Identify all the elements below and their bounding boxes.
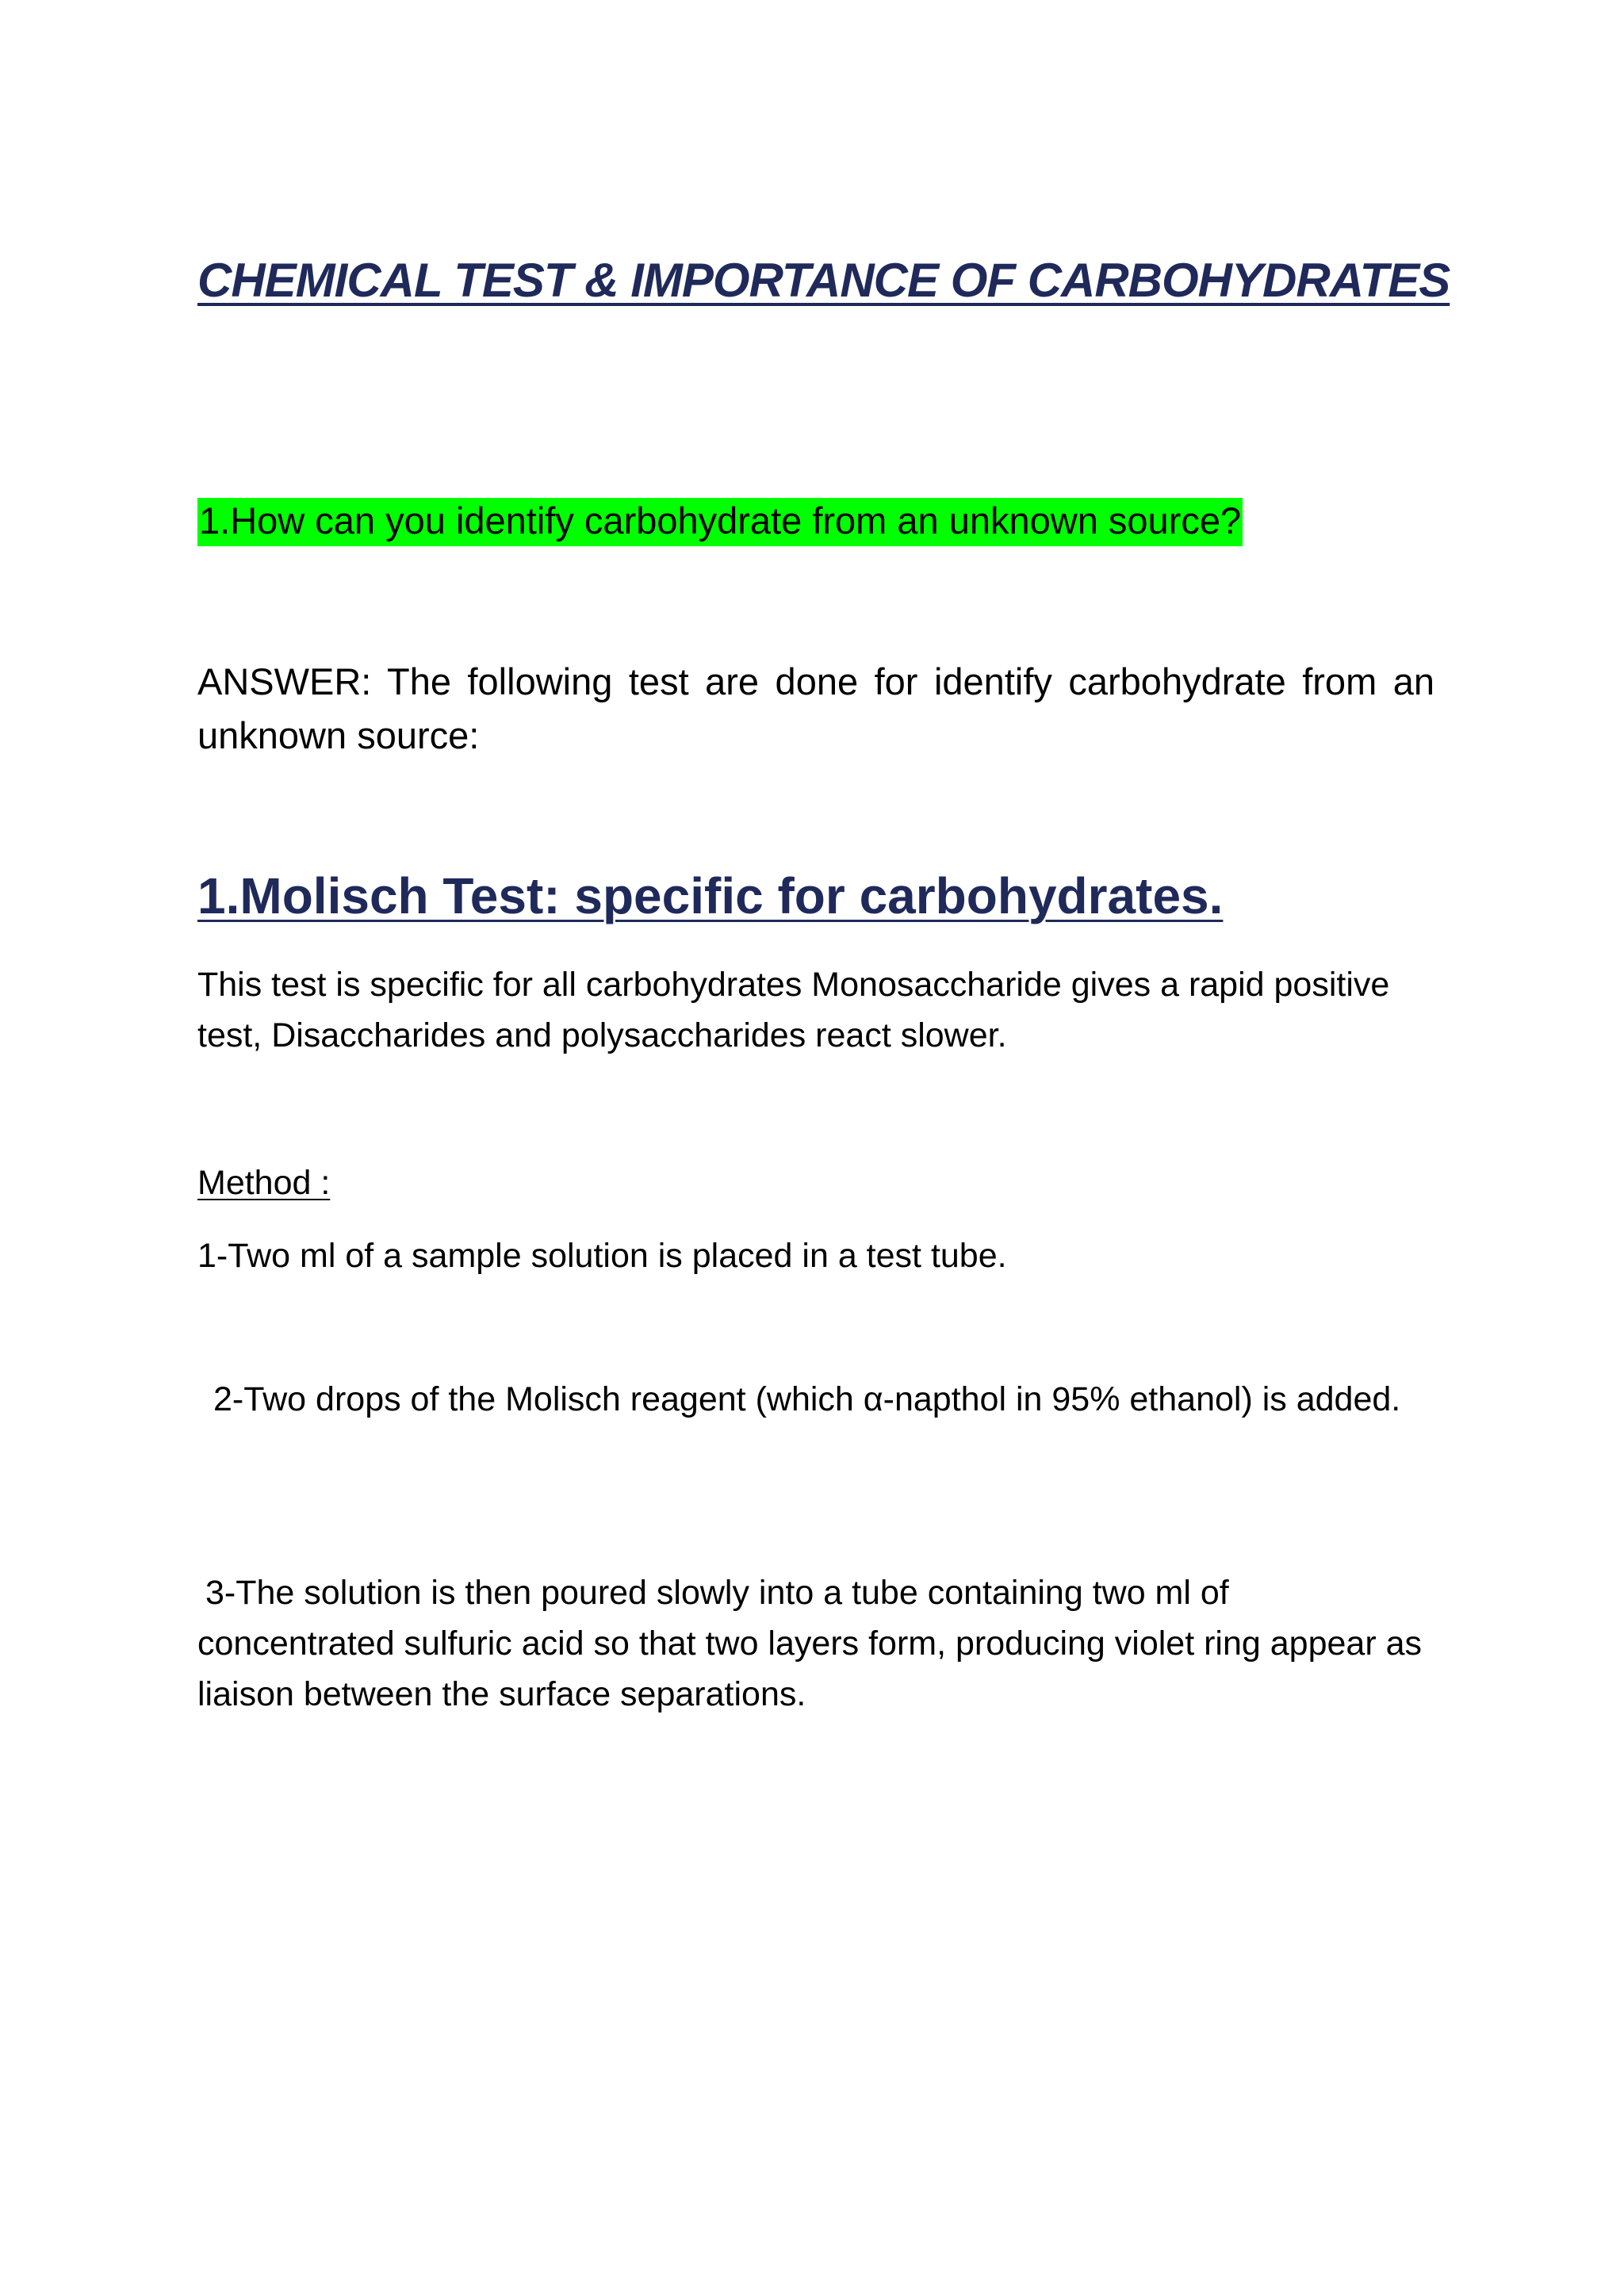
- question-text: [197, 498, 1434, 545]
- question-highlight: 1.How can you identify carbohydrate from an unknown source?: [197, 498, 1243, 546]
- method-step-3: 3-The solution is then poured slowly into a tube containing two ml of concentrated sulfuric acid so that two layers form, producing violet ring appear as liaison between the surface separations.: [197, 1574, 1423, 1713]
- method-step-1: 1-Two ml of a sample solution is placed in a test tube.: [197, 1237, 1007, 1275]
- document-title: CHEMICAL TEST & IMPORTANCE OF CARBOHYDRATES: [197, 254, 1450, 307]
- method-step-2: 2-Two drops of the Molisch reagent (which α-napthol in 95% ethanol) is added.: [213, 1380, 1401, 1418]
- answer-text: ANSWER: The following test are done for identify carbohydrate from an unknown source:: [197, 660, 1434, 756]
- molisch-test-heading: 1.Molisch Test: specific for carbohydrates.: [197, 867, 1224, 924]
- method-label: Method :: [197, 1164, 331, 1202]
- molisch-test-intro: This test is specific for all carbohydrates Monosaccharide gives a rapid positive test, Disaccharides and polysaccharides react slower.: [197, 966, 1390, 1054]
